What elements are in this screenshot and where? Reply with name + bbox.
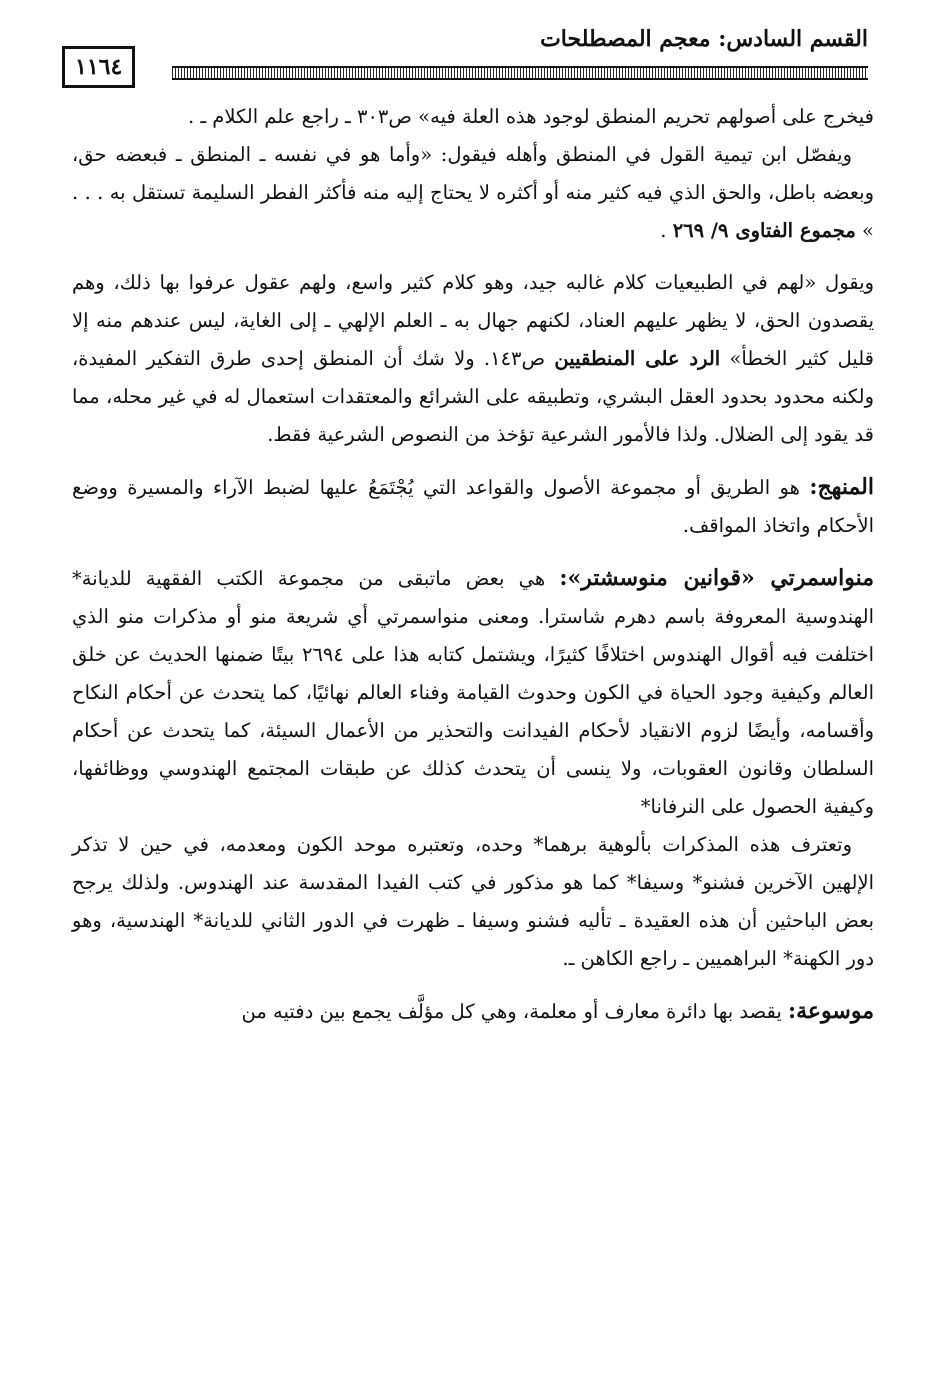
entry-term: موسوعة: [788, 998, 874, 1024]
source-citation: الرد على المنطقيين [554, 347, 721, 370]
paragraph-text: ص١٤٣. ولا شك أن المنطق إحدى طرق التفكير المفيدة، ولكنه محدود بحدود العقل البشري، وتطبيقه على الشرائع والمعتقدات استعمال له في غير محله، مما قد يقود إلى الضلال. ولذا فالأمور الشرعية تؤخذ من النصوص الشرعية فقط. [72, 347, 874, 446]
paragraph-text: ويفصّل ابن تيمية القول في المنطق وأهله فيقول: «وأما هو في نفسه ـ المنطق ـ فبعضه حق، وبعضه باطل، والحق الذي فيه كثير منه أو أكثره لا يحتاج إليه منه فأكثر الفطر السليمة تستقل به . . . » [72, 143, 874, 242]
paragraph-physics [72, 264, 874, 454]
entry-term: المنهج: [809, 474, 874, 500]
page-header [62, 22, 868, 78]
running-title: القسم السادس: معجم المصطلحات [540, 26, 868, 52]
paragraph-text: فيخرج على أصولهم تحريم المنطق لوجود هذه العلة فيه» ص٣٠٣ ـ راجع علم الكلام ـ . [187, 105, 874, 128]
entry-term: منواسمرتي «قوانين منوسشتر»: [559, 565, 874, 591]
paragraph-logic-conclusion [72, 98, 874, 136]
page-body [72, 98, 874, 1031]
header-rule [172, 66, 868, 80]
entry-definition: وتعترف هذه المذكرات بألوهية برهما* وحده، وتعتبره موحد الكون ومعدمه، في حين لا تذكر الإلهين الآخرين فشنو* وسيفا* كما هو مذكور في كتب الفيدا المقدسة عند الهندوس. ولذلك يرجح بعض الباحثين أن هذه العقيدة ـ تأليه فشنو وسيفا ـ ظهرت في الدور الثاني للديانة* الهندسية، وهو دور الكهنة* البراهميين ـ راجع الكاهن ـ. [72, 833, 874, 970]
entry-manusmriti [72, 559, 874, 826]
entry-definition: هي بعض ماتبقى من مجموعة الكتب الفقهية للديانة* الهندوسية المعروفة باسم دهرم شاسترا. ومعنى منواسمرتي أي شريعة منو أو مذكرات منو الذي اختلفت فيه أقوال الهندوس اختلافًا كثيرًا، ويشتمل كتابه هذا على ٢٦٩٤ بيتًا ضمنها الحديث عن خلق العالم وكيفية وجود الحياة في الكون وحدوث القيامة وفناء العالم نهائيًا، كما يتحدث عن أحكام النكاح وأقسامه، وأيضًا لزوم الانقياد لأحكام الفيدانت والتحذير من الأعمال السيئة، كما يتحدث عن أحكام السلطان وقانون العقوبات، ولا ينسى أن يتحدث كذلك عن طبقات المجتمع الهندوسي ووظائفها، وكيفية الحصول على النرفانا* [72, 567, 874, 818]
paragraph-ibn-taymiyya [72, 136, 874, 250]
page-number: ١١٦٤ [62, 46, 135, 88]
paragraph-end: . [660, 219, 673, 242]
source-citation: مجموع الفتاوى ٩/ ٢٦٩ [672, 219, 856, 242]
entry-definition: هو الطريق أو مجموعة الأصول والقواعد التي يُجْتَمَعُ عليها لضبط الآراء والمسيرة ووضع الأحكام واتخاذ المواقف. [72, 476, 874, 537]
entry-manhaj [72, 468, 874, 545]
paragraph-text: ويقول «لهم في الطبيعيات كلام غالبه جيد، وهو كلام كثير واسع، ولهم عقول عرفوا بها ذلك، وهم يقصدون الحق، لا يظهر عليهم العناد، لكنهم جهال به ـ العلم الإلهي ـ إلى الغاية، ليس عندهم منه إلا قليل كثير الخطأ» [72, 271, 875, 370]
entry-manusmriti-continued [72, 826, 874, 978]
entry-definition: يقصد بها دائرة معارف أو معلمة، وهي كل مؤلَّف يجمع بين دفتيه من [241, 1000, 788, 1023]
entry-mawsua [72, 992, 874, 1031]
